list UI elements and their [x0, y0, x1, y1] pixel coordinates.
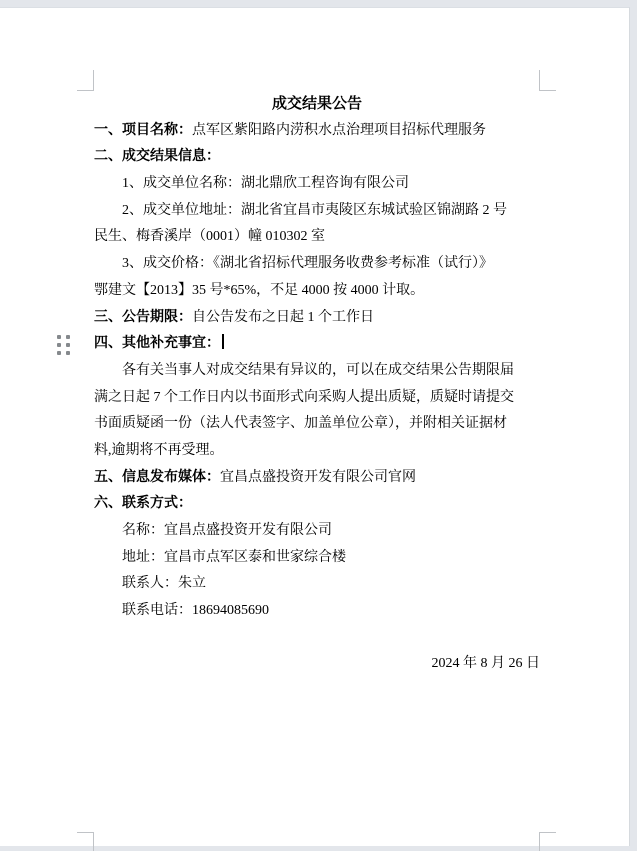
winner-address-line-2: 民生、梅香溪岸（0001）幢 010302 室	[94, 229, 325, 245]
winner-name-line: 1、成交单位名称：湖北鼎欣工程咨询有限公司	[122, 176, 409, 192]
objection-para-line-4: 料,逾期将不再受理。	[94, 442, 224, 458]
project-name-value: 点军区紫阳路内涝积水点治理项目招标代理服务	[192, 122, 486, 138]
objection-para-line-2: 满之日起 7 个工作日内以书面形式向采购人提出质疑，质疑时请提交	[94, 389, 514, 405]
other-matters-heading: 四、其他补充事宜：	[94, 331, 540, 358]
date-line: 2024 年 8 月 26 日	[431, 656, 540, 672]
blank-line	[94, 625, 540, 652]
document-content[interactable]	[94, 91, 540, 678]
margin-crop-mark-bottom-right	[539, 832, 556, 851]
doc-title: 成交结果公告	[271, 96, 362, 112]
objection-para-line-1: 各有关当事人对成交结果有异议的，可以在成交结果公告期限届	[122, 362, 514, 378]
project-name-line	[94, 118, 540, 145]
margin-crop-mark-top-left	[77, 70, 94, 91]
document-page[interactable]	[0, 7, 630, 846]
margin-crop-mark-bottom-left	[77, 832, 94, 851]
paragraph-drag-handle-icon[interactable]	[57, 335, 70, 356]
project-name-label: 一、项目名称：	[94, 122, 192, 138]
announcement-period-line: 三、公告期限：自公告发布之日起 1 个工作日	[94, 309, 374, 325]
contact-phone-line: 联系电话：18694085690	[122, 603, 269, 619]
price-line-1: 3、成交价格：《湖北省招标代理服务收费参考标准（试行）》	[122, 256, 493, 272]
winner-address-line-1: 2、成交单位地址：湖北省宜昌市夷陵区东城试验区锦湖路 2 号	[122, 202, 507, 218]
margin-crop-mark-top-right	[539, 70, 556, 91]
contact-address-line: 地址：宜昌市点军区泰和世家综合楼	[122, 549, 346, 565]
publish-media-label: 五、信息发布媒体：	[94, 469, 220, 485]
price-line-2: 鄂建文【2013】35 号*65%，不足 4000 按 4000 计取。	[94, 282, 425, 298]
announcement-period-label: 三、公告期限：	[94, 309, 192, 325]
contact-heading: 六、联系方式：	[94, 496, 192, 512]
text-cursor	[222, 334, 224, 349]
result-info-heading: 二、成交结果信息：	[94, 149, 220, 165]
objection-para-line-3: 书面质疑函一份（法人代表签字、加盖单位公章），并附相关证据材	[94, 416, 507, 432]
publish-media-line: 五、信息发布媒体：宜昌点盛投资开发有限公司官网	[94, 469, 416, 485]
contact-person-line: 联系人：朱立	[122, 576, 206, 592]
contact-name-line: 名称：宜昌点盛投资开发有限公司	[122, 523, 332, 538]
